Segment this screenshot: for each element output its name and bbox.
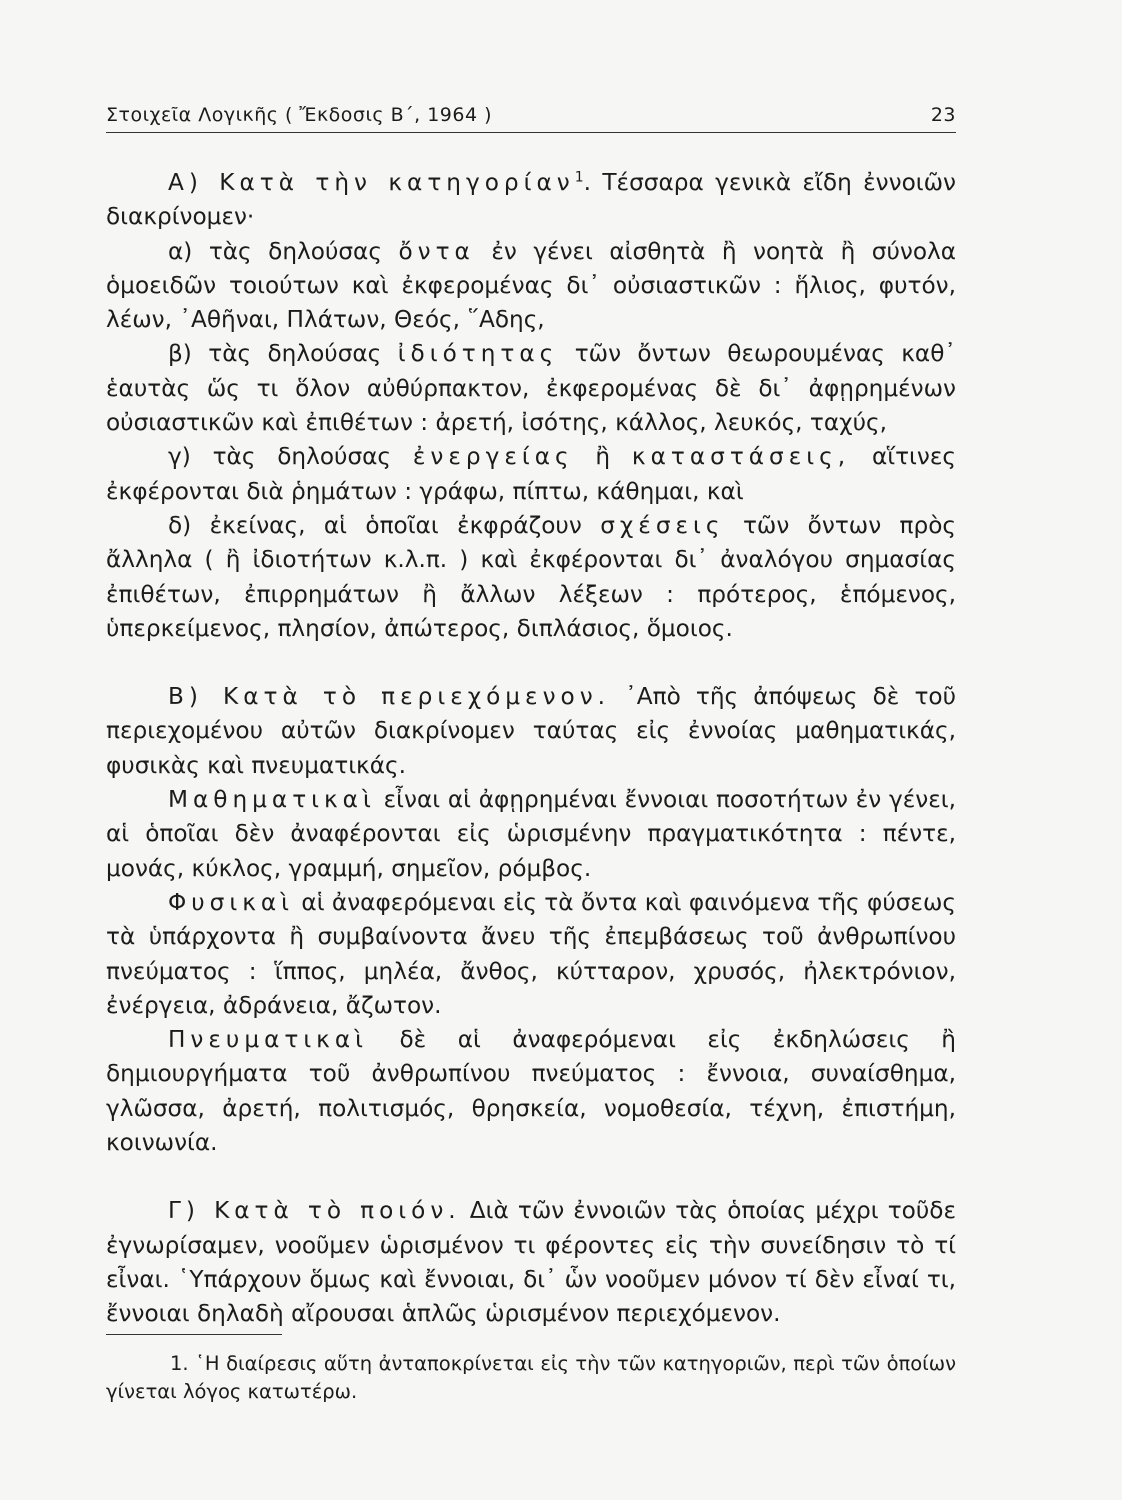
footnote	[106, 1350, 956, 1406]
running-title: Στοιχεῖα Λογικῆς ( Ἔκδοσις Β΄, 1964 )	[106, 104, 493, 126]
paragraph-a-beta: β) τὰς δηλούσας ἰδιότητας τῶν ὄντων θεωρουμένας καθ᾽ ἑαυτὰς ὥς τι ὅλον αὐθύρπακτον, ἐκφερομένας δὲ δι᾽ ἀφῃρημένων οὐσιαστικῶν καὶ ἐπιθέτων : ἀρετή, ἰσότης, κάλλος, λευκός, ταχύς,	[106, 340, 956, 437]
paragraph-b-phys: Φυσικαὶ αἱ ἀναφερόμεναι εἰς τὰ ὄντα καὶ φαινόμενα τῆς φύσεως τὰ ὑπάρχοντα ἢ συμβαίνοντα ἄνευ τῆς ἐπεμβάσεως τοῦ ἀνθρωπίνου πνεύματος : ἵππος, μηλέα, ἄνθος, κύτταρον, χρυσός, ἠλεκτρόνιον, ἐνέργεια, ἀδράνεια, ἄζωτον.	[106, 888, 956, 1019]
paragraph-c: Γ) Κατὰ τὸ ποιόν. Διὰ τῶν ἐννοιῶν τὰς ὁποίας μέχρι τοῦδε ἐγνωρίσαμεν, νοοῦμεν ὡρισμένον τι φέροντες εἰς τὴν συνείδησιν τὸ τί εἶναι. ῾Υπάρχουν ὅμως καὶ ἔννοιαι, δι᾽ ὧν νοοῦμεν μόνον τί δὲν εἶναί τι, ἔννοιαι δηλαδὴ αἴρουσαι ἁπλῶς ὡρισμένον περιεχόμενον.	[106, 1197, 956, 1328]
term-mathimatikai: Μαθηματικαὶ	[168, 786, 376, 814]
paragraph-a-delta: δ) ἐκείνας, αἱ ὁποῖαι ἐκφράζουν σχέσεις τῶν ὄντων πρὸς ἄλληλα ( ἢ ἰδιοτήτων κ.λ.π. ) καὶ ἐκφέρονται δι᾽ ἀναλόγου σημασίας ἐπιθέτων, ἐπιρρημάτων ἢ ἄλλων λέξεων : πρότερος, ἑπόμενος, ὑπερκείμενος, πλησίον, ἀπώτερος, διπλάσιος, ὅμοιος.	[106, 511, 957, 642]
paragraph-a-alpha: α) τὰς δηλούσας ὄντα ἐν γένει αἰσθητὰ ἢ νοητὰ ἢ σύνολα ὁμοειδῶν τοιούτων καὶ ἐκφερομένας δι᾽ οὐσιαστικῶν : ἥλιος, φυτόν, λέων, ᾽Αθῆναι, Πλάτων, Θεός, ῞Αδης,	[106, 237, 957, 334]
section-a-heading: Α) Κατὰ τὴν κατηγορίαν	[168, 169, 575, 196]
term-katastaseis: καταστάσεις,	[631, 443, 851, 471]
term-energeias: ἐνεργείας	[412, 443, 574, 471]
term-onta: ὄντα	[398, 237, 475, 265]
section-b-heading: Β) Κατὰ τὸ περιεχόμενον.	[168, 683, 611, 711]
paragraph-b-intro: Β) Κατὰ τὸ περιεχόμενον. ᾽Απὸ τῆς ἀπόψεως δὲ τοῦ περιεχομένου αὐτῶν διακρίνομεν ταύτας εἰς ἐννοίας μαθηματικάς, φυσικὰς καὶ πνευματικάς.	[106, 683, 957, 779]
term-pnevmatikai: Πνευματικαὶ	[168, 1026, 368, 1054]
paragraph-b-math: Μαθηματικαὶ εἶναι αἱ ἀφῃρημέναι ἔννοιαι ποσοτήτων ἐν γένει, αἱ ὁποῖαι δὲν ἀναφέρονται εἰς ὡρισμένην πραγματικότητα : πέντε, μονάς, κύκλος, γραμμή, σημεῖον, ρόμβος.	[106, 786, 956, 882]
footnote-rule	[106, 1334, 282, 1335]
footnote-text: 1. ῾Η διαίρεσις αὕτη ἀνταποκρίνεται εἰς τὴν τῶν κατηγοριῶν, περὶ τῶν ὁποίων γίνεται λόγος κατωτέρω.	[106, 1352, 956, 1403]
paragraph-b-spir: Πνευματικαὶ δὲ αἱ ἀναφερόμεναι εἰς ἐκδηλώσεις ἢ δημιουργήματα τοῦ ἀνθρωπίνου πνεύματος : ἔννοια, συναίσθημα, γλῶσσα, ἀρετή, πολιτισμός, θρησκεία, νομοθεσία, τέχνη, ἐπιστήμη, κοινωνία.	[106, 1026, 957, 1157]
term-idiotitas: ἰδιότητας	[397, 340, 559, 368]
paragraph-a-gamma: γ) τὰς δηλούσας ἐνεργείας ἢ καταστάσεις, αἵτινες ἐκφέρονται διὰ ῥημάτων : γράφω, πίπτω, κάθημαι, καὶ	[106, 443, 956, 505]
running-header	[106, 98, 956, 133]
term-scheseis: σχέσεις	[600, 511, 725, 539]
main-text	[106, 166, 956, 1332]
term-fysikai: Φυσικαὶ	[168, 888, 295, 916]
page-number: 23	[930, 104, 956, 126]
footnote-marker: 1	[574, 169, 584, 186]
paragraph-a-intro: Α) Κατὰ τὴν κατηγορίαν$^1$. Τέσσαρα γενικὰ εἴδη ἐννοιῶν διακρίνομεν·	[106, 169, 956, 231]
section-c-heading: Γ) Κατὰ τὸ ποιόν.	[168, 1197, 461, 1225]
